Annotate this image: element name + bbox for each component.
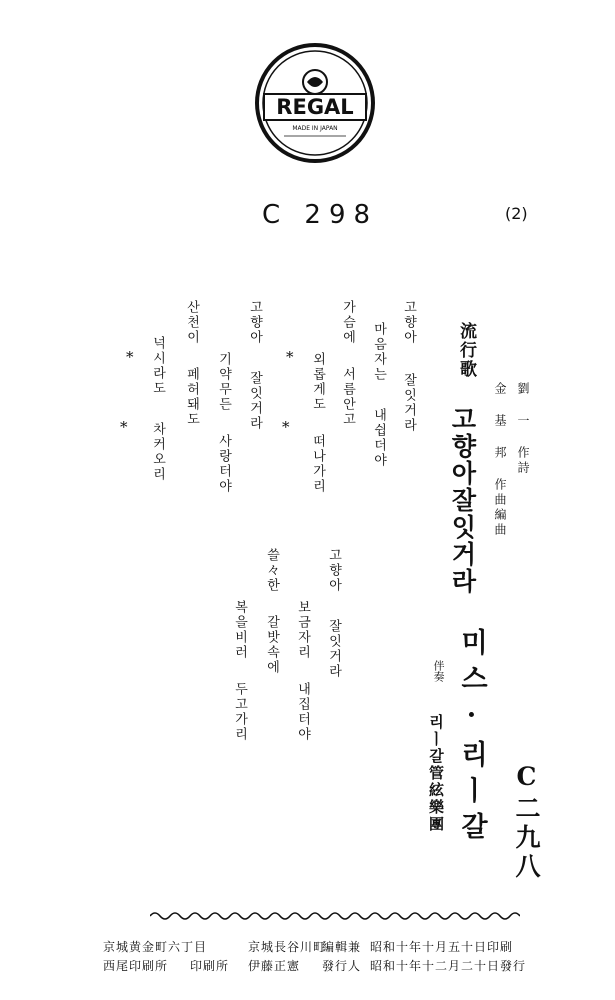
lyric-line <box>296 600 309 742</box>
lyric-line <box>185 300 198 427</box>
lyric-phrase: 잘잇거라 <box>326 619 341 679</box>
song-title: 고향아잘잇거라 <box>448 406 477 595</box>
publisher-role: 發行人 <box>322 959 362 973</box>
publisher-address: 京城長谷川町 <box>248 940 327 954</box>
lyric-line <box>248 300 261 431</box>
logo-brand: REGAL <box>276 95 354 119</box>
accompaniment-role: 伴奏 <box>432 660 445 682</box>
lyric-phrase: 갈밧속에 <box>264 615 279 675</box>
logo-fine-print: MADE IN JAPAN <box>292 125 338 132</box>
catalog-number: C 298 <box>262 200 379 230</box>
lyric-phrase: 산천이 <box>184 300 199 345</box>
lyric-phrase: 보금자리 <box>295 600 310 660</box>
divider <box>150 908 520 922</box>
verse-marker: * <box>286 348 294 366</box>
publisher-name: 伊藤正憲 <box>248 959 301 973</box>
lyric-phrase: 마음자는 <box>371 322 386 382</box>
publisher-title: 編輯兼 <box>322 940 362 954</box>
lyric-phrase: 잘잇거라 <box>401 373 416 433</box>
lyric-phrase: 페허돼도 <box>184 367 199 427</box>
lyric-phrase: 외롭게도 <box>310 352 325 412</box>
lyric-phrase: 넉시라도 <box>150 336 165 396</box>
lyric-line <box>402 300 415 433</box>
lyric-phrase: 기약무든 <box>216 352 231 412</box>
side-number: (2) <box>505 204 528 223</box>
verse-marker: * <box>126 348 134 366</box>
catalog-number-vertical: C二九八 <box>512 762 541 882</box>
lyric-phrase: 복을비러 <box>232 600 247 660</box>
orchestra-name: 리ㅣ갈管絃樂團 <box>427 714 445 833</box>
lyric-phrase: 떠나가리 <box>310 434 325 494</box>
genre-label: 流行歌 <box>456 322 476 379</box>
lyric-phrase: 고향아 <box>326 548 341 593</box>
print-date: 昭和十年十月五十日印刷 <box>370 940 514 954</box>
lyric-line <box>217 352 230 494</box>
lyric-line <box>265 548 278 675</box>
lyric-phrase: 가슴에 <box>340 300 355 345</box>
lyric-phrase: 고향아 <box>401 300 416 345</box>
lyricist-credit: 劉 一 作詩 <box>516 382 530 476</box>
lyric-phrase: 고향아 <box>247 300 262 345</box>
lyric-line <box>372 322 385 468</box>
lyric-phrase: 두고가리 <box>232 682 247 742</box>
printer-name: 西尾印刷所 <box>103 959 169 973</box>
lyric-line <box>311 352 324 494</box>
lyric-phrase: 서름안고 <box>340 367 355 427</box>
composer-credit: 金 基 邦 作曲編曲 <box>493 382 507 538</box>
publish-date: 昭和十年十二月二十日發行 <box>370 959 527 973</box>
lyric-phrase: 쓸々한 <box>264 548 279 593</box>
lyric-line <box>151 336 164 482</box>
lyric-line <box>327 548 340 679</box>
lyric-line <box>233 600 246 742</box>
printer-address: 京城黄金町六丁目 <box>103 940 208 954</box>
singer-name: 미스·리ㅣ갈 <box>456 628 487 848</box>
lyric-line <box>341 300 354 427</box>
verse-marker: * <box>120 418 128 436</box>
regal-logo <box>254 42 376 164</box>
lyric-phrase: 내쉽더야 <box>371 408 386 468</box>
verse-marker: * <box>282 418 290 436</box>
lyric-phrase: 사랑터야 <box>216 434 231 494</box>
printer-title: 印刷所 <box>190 959 230 973</box>
lyric-phrase: 잘잇거라 <box>247 371 262 431</box>
lyric-phrase: 내집터야 <box>295 682 310 742</box>
lyric-phrase: 차커오리 <box>150 422 165 482</box>
